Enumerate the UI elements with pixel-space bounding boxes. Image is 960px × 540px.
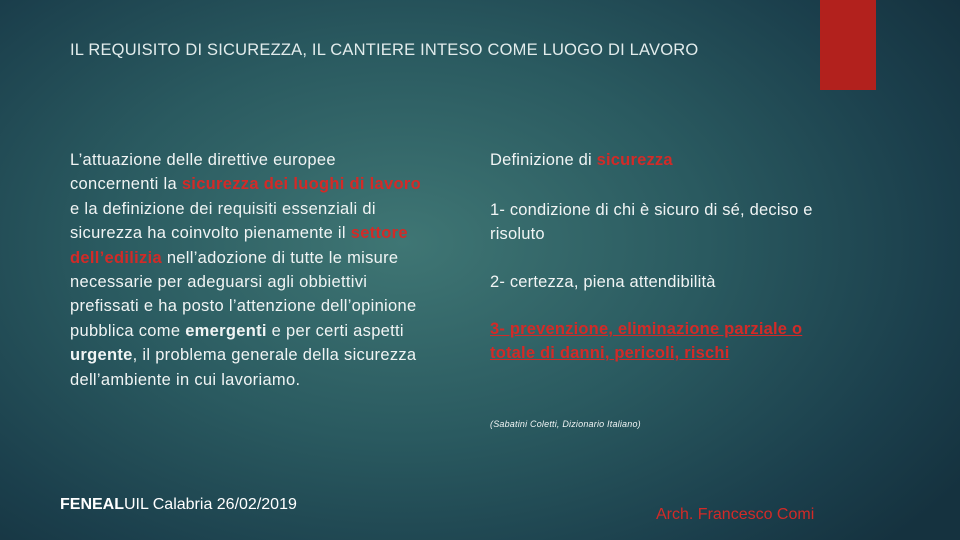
definition-item-1: 1- condizione di chi è sicuro di sé, deciso e risoluto [490, 201, 813, 244]
definition-item-2: 2- certezza, piena attendibilità [490, 273, 716, 291]
source-citation: (Sabatini Coletti, Dizionario Italiano) [490, 419, 641, 429]
text-segment: e la definizione dei requisiti essenziali di sicurezza ha coinvolto pienamente il [70, 199, 376, 243]
highlight-safety-workplaces: sicurezza dei luoghi di lavoro [181, 175, 421, 194]
bold-emergenti: emergenti [185, 321, 267, 340]
accent-bar [820, 0, 876, 90]
text-segment: , il problema generale della sicurezza dell’ambiente in cui lavoriamo. [70, 346, 417, 389]
definition-prefix: Definizione di [490, 151, 597, 169]
footer-author: Arch. Francesco Comi [656, 506, 815, 523]
definition-item-3: 3- prevenzione, eliminazione parziale o totale di danni, pericoli, rischi [490, 320, 803, 363]
text-segment: nell’adozione di tutte le misure necessarie per adeguarsi agli obbiettivi prefissati e ha posto l’attenzione dell’opinione pubblica come [70, 248, 417, 340]
bold-urgente: urgente [70, 346, 133, 365]
text-segment: e per certi aspetti [266, 321, 404, 340]
text-segment: L’attuazione delle direttive europee concernenti la [70, 151, 336, 194]
slide-title: IL REQUISITO DI SICUREZZA, IL CANTIERE INTESO COME LUOGO DI LAVORO [70, 41, 699, 59]
footer-org-bold: FENEAL [60, 496, 124, 513]
footer-organization [60, 496, 297, 514]
left-paragraph [70, 148, 425, 392]
footer-org-rest: UIL Calabria 26/02/2019 [124, 496, 297, 513]
definition-term: sicurezza [596, 151, 673, 169]
definition-heading [490, 148, 673, 172]
highlight-construction-sector: settore dell’edilizia [70, 224, 408, 267]
